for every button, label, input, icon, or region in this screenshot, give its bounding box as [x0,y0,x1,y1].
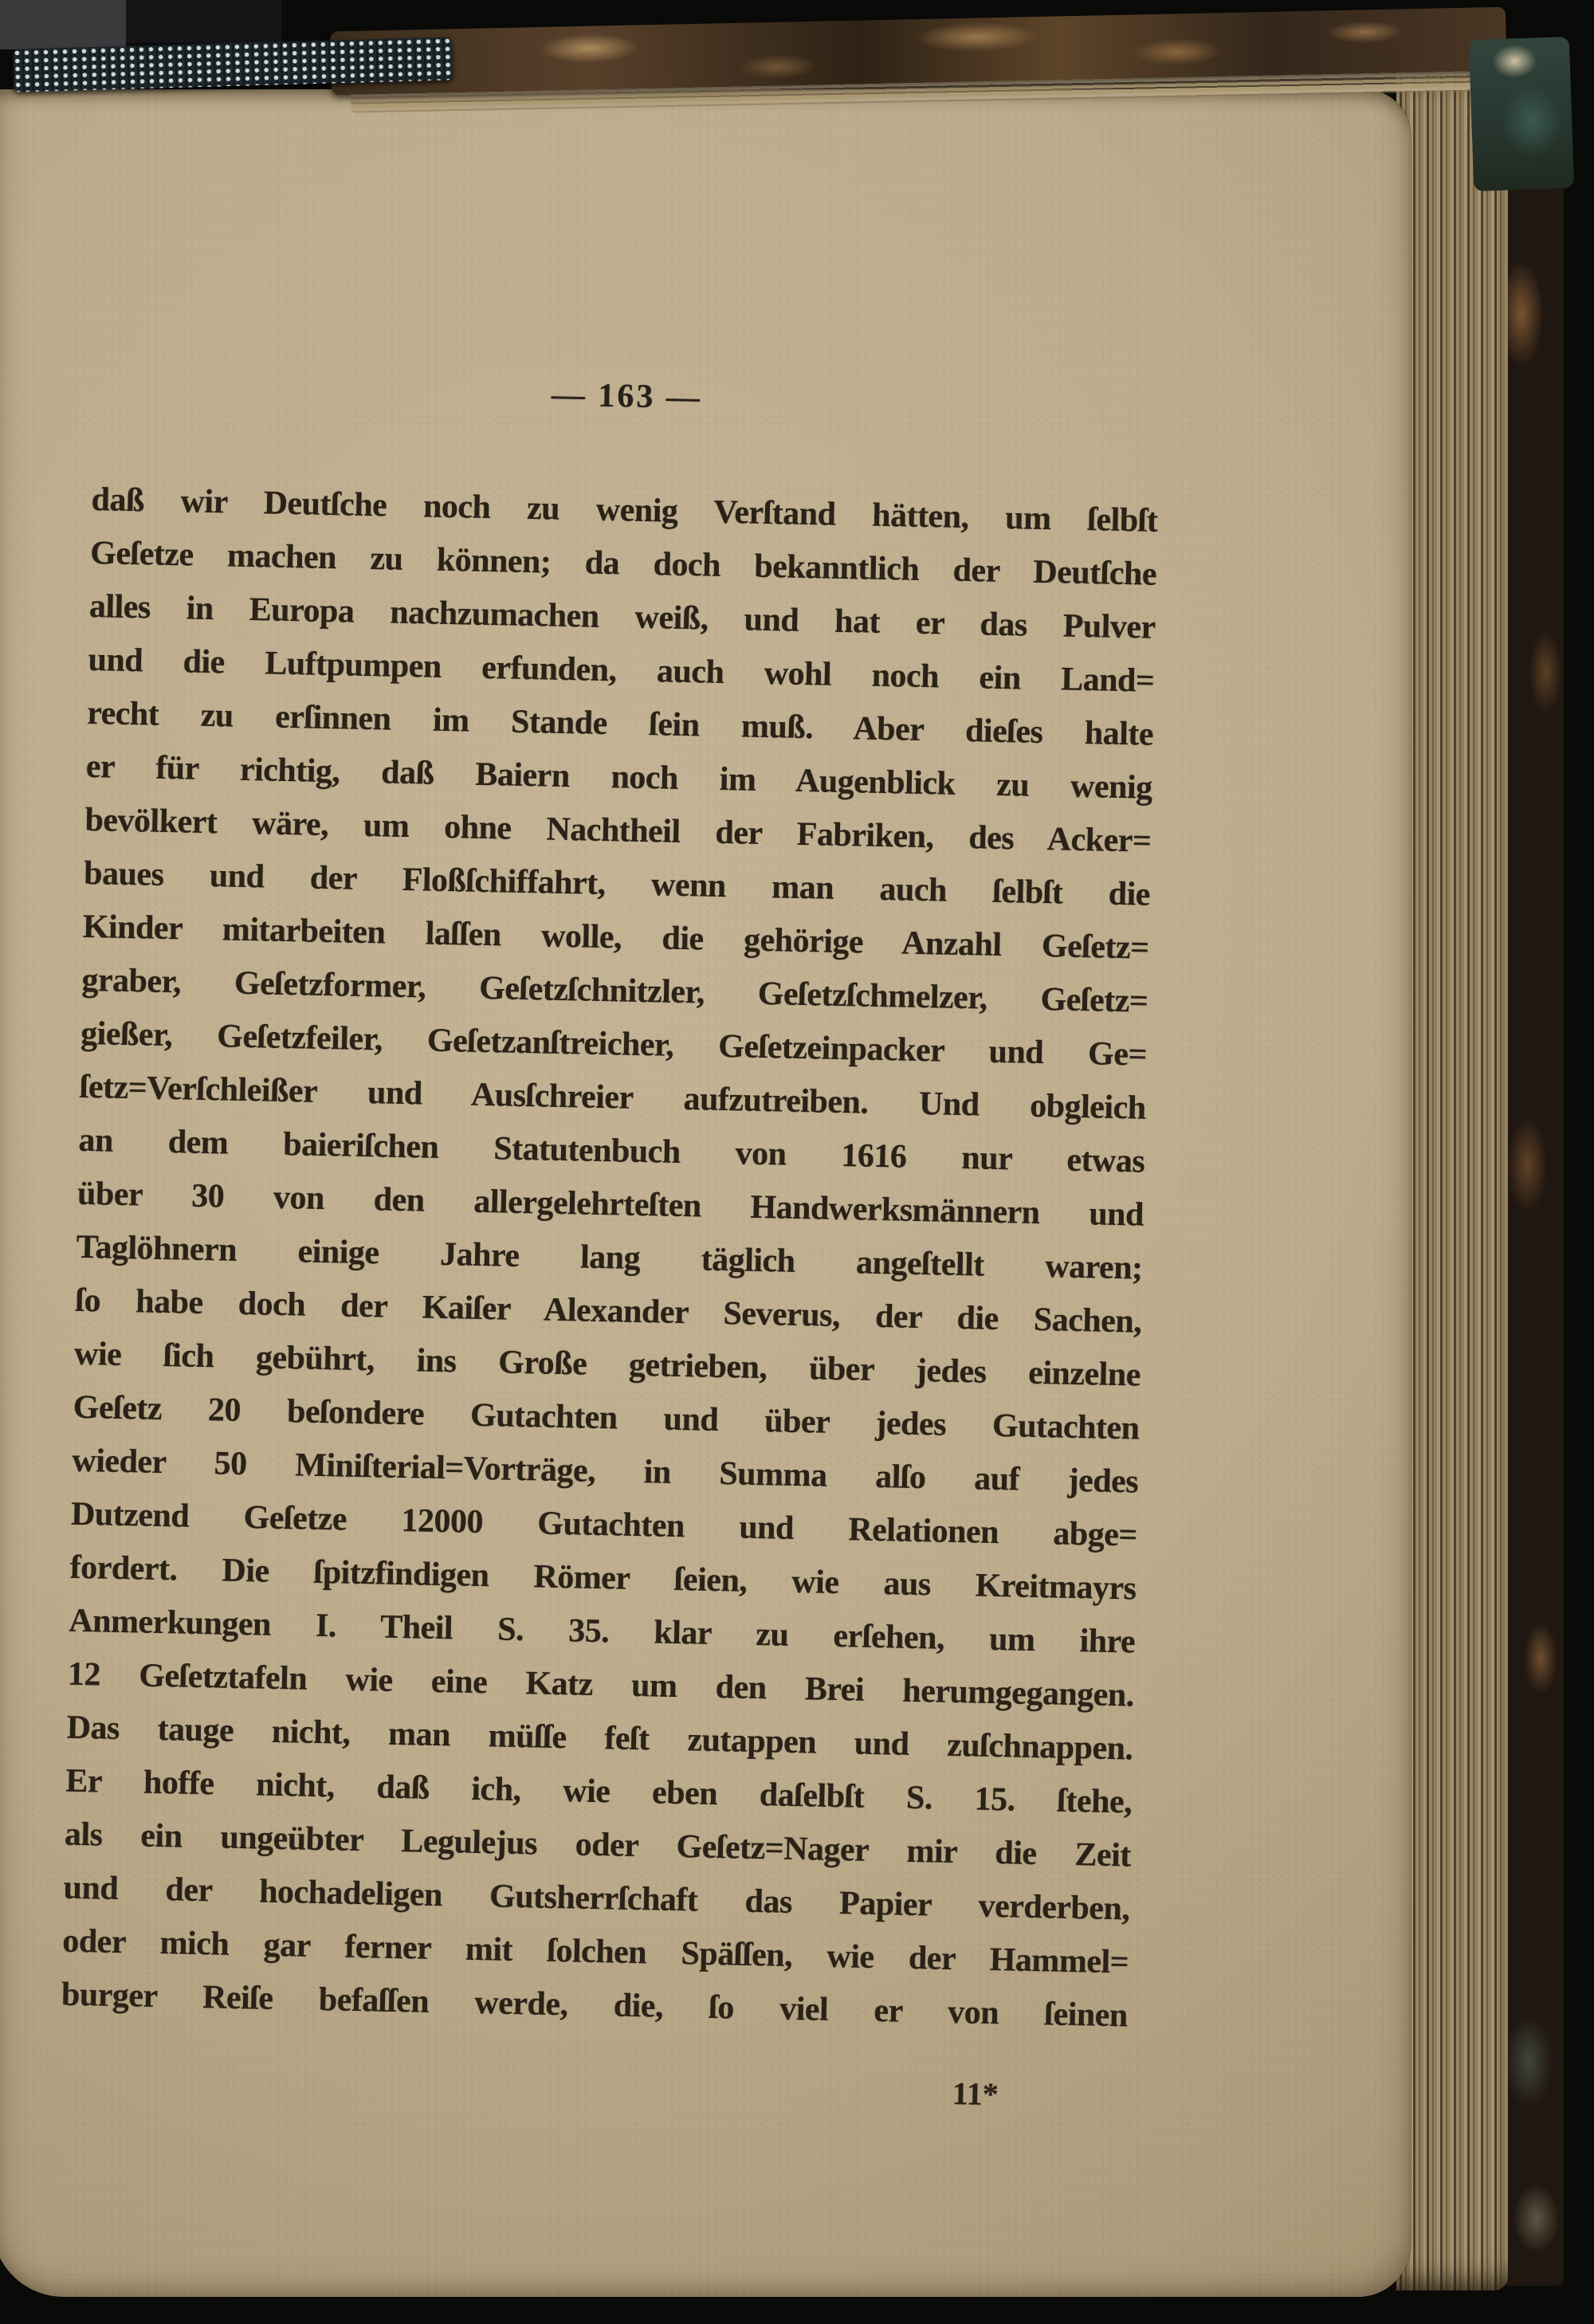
spine-top-corner-cloth [1469,37,1575,191]
text-line: er für richtig, daß Baiern noch im Augenblick zu wenig [85,748,1153,807]
text-line: ſetz=Verſchleißer und Ausſchreier aufzutreiben. Und obgleich [79,1068,1147,1127]
text-line: graber, Geſetzformer, Geſetzſchnitzler, Geſetzſchmelzer, Geſetz= [81,961,1148,1020]
text-line: fordert. Die ſpitzfindigen Römer ſeien, wie aus Kreitmayrs [69,1549,1137,1608]
text-line: Dutzend Geſetze 12000 Gutachten und Relationen abge= [70,1495,1138,1554]
text-line: Er hoffe nicht, daß ich, wie eben daſelbſt S. 15. ſtehe, [65,1762,1133,1821]
page-number: — 163 — [551,376,703,417]
text-line: daß wir Deutſche noch zu wenig Verſtand hätten, um ſelbſt [91,481,1158,540]
cover-board-edge [1503,45,1564,2286]
text-line: wieder 50 Miniſterial=Vorträge, in Summa alſo auf jedes [71,1442,1139,1501]
text-line: an dem baieriſchen Statutenbuch von 1616 nur etwas [78,1121,1145,1180]
text-line: bevölkert wäre, um ohne Nachtheil der Fabriken, des Acker= [84,801,1152,860]
body-text [59,367,1160,2115]
text-line: alles in Europa nachzumachen weiß, und hat er das Pulver [88,587,1156,646]
text-line: wie ſich gebührt, ins Große getrieben, über jedes einzelne [73,1335,1141,1394]
book-page [0,89,1411,2297]
text-line: Kinder mitarbeiten laſſen wolle, die gehörige Anzahl Geſetz= [82,908,1150,967]
text-line: Anmerkungen I. Theil S. 35. klar zu erſehen, um ihre [68,1602,1136,1661]
text-line: Taglöhnern einige Jahre lang täglich angeſtellt waren; [76,1228,1144,1287]
text-line: als ein ungeübter Legulejus oder Geſetz=Nager mir die Zeit [64,1816,1132,1875]
text-line: burger Reiſe befaſſen werde, die, ſo viel er von ſeinen [61,1976,1129,2035]
fore-edge-page-stack [1396,73,1508,2291]
top-left-shadow-object [126,0,281,43]
text-line: ſo habe doch der Kaiſer Alexander Severus, der die Sachen, [75,1282,1142,1341]
text-line: über 30 von den allergelehrteſten Handwerksmännern und [77,1175,1144,1234]
top-left-object [0,0,126,49]
text-line: und der hochadeligen Gutsherrſchaft das Papier verderben, [63,1869,1130,1928]
text-line: oder mich gar ferner mit ſolchen Späſſen, wie der Hammel= [61,1922,1129,1981]
text-line: 12 Geſetztafeln wie eine Katz um den Brei herumgegangen. [67,1655,1135,1714]
text-line: Geſetze machen zu können; da doch bekanntlich der Deutſche [89,534,1157,593]
text-line: baues und der Floßſchiffahrt, wenn man auch ſelbſt die [83,854,1151,913]
text-line: recht zu erſinnen im Stande ſein muß. Aber dieſes halte [86,694,1154,753]
signature-mark: 11* [952,2075,999,2113]
text-line: und die Luftpumpen erfunden, auch wohl noch ein Land= [88,641,1155,700]
text-line: Das tauge nicht, man müſſe feſt zutappen und zuſchnappen. [66,1709,1133,1768]
text-line: Geſetz 20 beſondere Gutachten und über jedes Gutachten [73,1388,1140,1447]
text-line: gießer, Geſetzfeiler, Geſetzanſtreicher, Geſetzeinpacker und Ge= [80,1015,1148,1074]
